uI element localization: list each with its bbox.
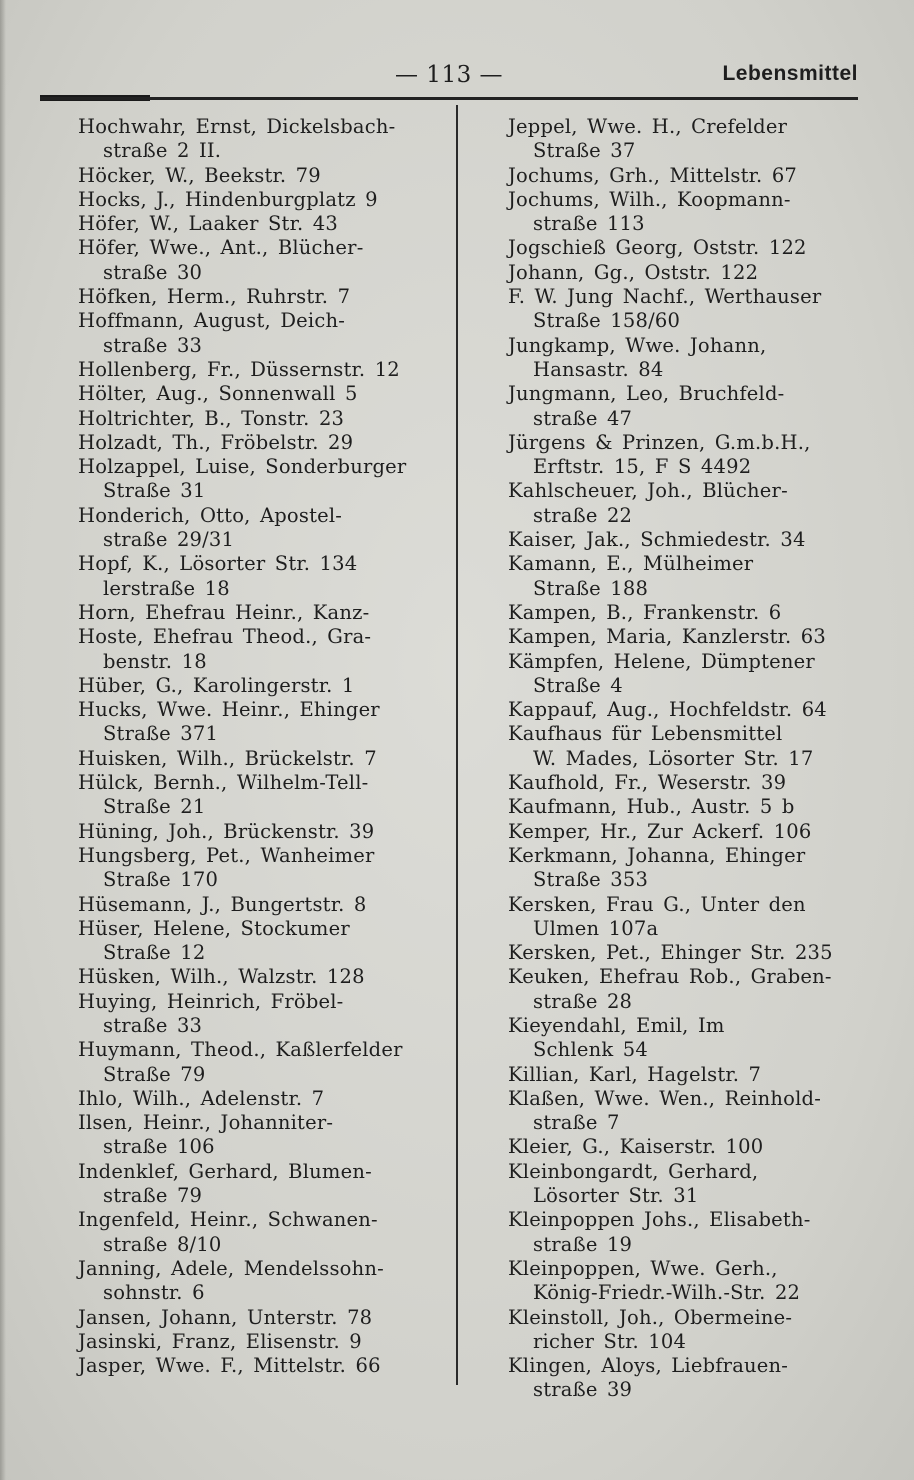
directory-entry [508, 893, 878, 942]
entry-continuation: straße 2 II. [103, 139, 222, 163]
directory-entry [508, 795, 878, 819]
column-divider [456, 105, 458, 1385]
entry-line: Hoffmann, August, Deich- [78, 309, 346, 333]
entry-line: Hochwahr, Ernst, Dickelsbach- [78, 115, 396, 138]
entry-continuation: Straße 79 [103, 1062, 206, 1086]
directory-entry [508, 650, 878, 699]
entry-line: Jochums, Grh., Mittelstr. 67 [508, 163, 798, 187]
entry-line: Kämpfen, Helene, Dümptener [508, 649, 815, 673]
directory-entry [78, 455, 448, 504]
directory-entry [508, 1257, 878, 1306]
directory-entry [508, 285, 878, 334]
entry-line: Hüser, Helene, Stockumer [78, 916, 350, 940]
entry-continuation: straße 22 [533, 503, 633, 527]
directory-entry [508, 941, 878, 965]
directory-entry [78, 115, 448, 164]
entry-line: Keuken, Ehefrau Rob., Graben- [508, 965, 832, 989]
directory-entry [78, 820, 448, 844]
directory-entry [78, 1257, 448, 1306]
directory-entry [508, 1354, 878, 1403]
entry-line: Horn, Ehefrau Heinr., Kanz- [78, 600, 370, 624]
entry-continuation: Straße 4 [533, 673, 623, 697]
entry-line: Hopf, K., Lösorter Str. 134 [78, 552, 358, 576]
entry-line: Hölter, Aug., Sonnenwall 5 [78, 382, 358, 406]
entry-line: Kappauf, Aug., Hochfeldstr. 64 [508, 698, 827, 722]
directory-entry [78, 1087, 448, 1111]
directory-entry [78, 893, 448, 917]
entry-continuation: sohnstr. 6 [103, 1281, 205, 1305]
entry-line: Honderich, Otto, Apostel- [78, 503, 343, 527]
entry-continuation: Ulmen 107a [533, 916, 659, 940]
directory-entry [508, 771, 878, 795]
entry-continuation: richer Str. 104 [533, 1329, 687, 1353]
directory-entry [78, 285, 448, 309]
entry-continuation: straße 7 [533, 1111, 620, 1135]
entry-continuation: straße 47 [533, 406, 633, 430]
directory-entry [508, 431, 878, 480]
page-number: — 113 — [395, 62, 504, 88]
entry-line: Hungsberg, Pet., Wanheimer [78, 843, 375, 867]
entry-continuation: benstr. 18 [103, 649, 207, 673]
entry-continuation: straße 79 [103, 1184, 203, 1208]
directory-entry [78, 1038, 448, 1087]
directory-entry [508, 698, 878, 722]
entry-continuation: straße 8/10 [103, 1232, 222, 1256]
entry-line: Kersken, Pet., Ehinger Str. 235 [508, 941, 833, 965]
entry-line: Indenklef, Gerhard, Blumen- [78, 1159, 372, 1183]
entry-continuation: straße 39 [533, 1378, 633, 1402]
entry-continuation: Straße 170 [103, 868, 219, 892]
entry-line: Kaiser, Jak., Schmiedestr. 34 [508, 528, 806, 552]
entry-line: Holzappel, Luise, Sonderburger [78, 455, 407, 479]
entry-line: Jogschieß Georg, Oststr. 122 [508, 236, 807, 260]
entry-line: Kleinbongardt, Gerhard, [508, 1159, 759, 1183]
entry-line: Jansen, Johann, Unterstr. 78 [78, 1305, 373, 1329]
entry-line: Jungmann, Leo, Bruchfeld- [508, 382, 785, 406]
directory-entry [78, 407, 448, 431]
entry-line: Jochums, Wilh., Koopmann- [508, 187, 791, 211]
entry-continuation: lerstraße 18 [103, 576, 230, 600]
entry-continuation: Straße 37 [533, 139, 636, 163]
entry-continuation: Straße 371 [103, 722, 219, 746]
directory-entry [78, 358, 448, 382]
entry-line: Killian, Karl, Hagelstr. 7 [508, 1062, 762, 1086]
entry-line: Hucks, Wwe. Heinr., Ehinger [78, 698, 380, 722]
entry-line: Hüber, G., Karolingerstr. 1 [78, 673, 355, 697]
directory-entry [508, 1063, 878, 1087]
entry-line: Hoste, Ehefrau Theod., Gra- [78, 625, 372, 649]
entry-continuation: Hansastr. 84 [533, 357, 664, 381]
directory-entry [78, 771, 448, 820]
entry-line: Hülck, Bernh., Wilhelm-Tell- [78, 771, 369, 795]
directory-entry [508, 382, 878, 431]
directory-entry [78, 698, 448, 747]
entry-line: Höfer, Wwe., Ant., Blücher- [78, 236, 364, 260]
entry-line: Hüsemann, J., Bungertstr. 8 [78, 892, 367, 916]
entry-line: Höcker, W., Beekstr. 79 [78, 163, 321, 187]
entry-continuation: straße 113 [533, 212, 645, 236]
entry-line: Johann, Gg., Oststr. 122 [508, 260, 759, 284]
entry-continuation: W. Mades, Lösorter Str. 17 [533, 746, 814, 770]
entry-line: Kaufmann, Hub., Austr. 5 b [508, 795, 795, 819]
entry-continuation: König-Friedr.-Wilh.-Str. 22 [533, 1281, 801, 1305]
entry-line: Jasper, Wwe. F., Mittelstr. 66 [78, 1354, 381, 1378]
directory-entry [78, 164, 448, 188]
entry-continuation: Erftstr. 15, F S 4492 [533, 455, 752, 479]
entry-line: Jasinski, Franz, Elisenstr. 9 [78, 1329, 362, 1353]
entry-line: Klingen, Aloys, Liebfrauen- [508, 1354, 789, 1378]
directory-entry [508, 1135, 878, 1159]
entry-line: F. W. Jung Nachf., Werthauser [508, 285, 822, 309]
entry-continuation: Straße 158/60 [533, 309, 681, 333]
entry-continuation: Straße 12 [103, 941, 206, 965]
entry-line: Kleinpoppen Johs., Elisabeth- [508, 1208, 811, 1232]
directory-entry [508, 528, 878, 552]
entry-line: Ingenfeld, Heinr., Schwanen- [78, 1208, 378, 1232]
entry-continuation: straße 33 [103, 333, 203, 357]
entry-line: Huymann, Theod., Kaßlerfelder [78, 1038, 403, 1062]
entry-line: Höfken, Herm., Ruhrstr. 7 [78, 285, 351, 309]
entry-line: Hüning, Joh., Brückenstr. 39 [78, 819, 375, 843]
entry-continuation: straße 33 [103, 1013, 203, 1037]
entry-continuation: Straße 353 [533, 868, 649, 892]
directory-entry [508, 625, 878, 649]
directory-entry [78, 917, 448, 966]
directory-entry [78, 674, 448, 698]
entry-line: Huisken, Wilh., Brückelstr. 7 [78, 746, 377, 770]
directory-entry [508, 236, 878, 260]
entry-continuation: Straße 21 [103, 795, 206, 819]
directory-entry [78, 188, 448, 212]
entry-line: Huying, Heinrich, Fröbel- [78, 989, 344, 1013]
entry-line: Holzadt, Th., Fröbelstr. 29 [78, 430, 354, 454]
page-edge-shadow [0, 0, 6, 1480]
directory-entry [78, 1354, 448, 1378]
directory-entry [508, 552, 878, 601]
directory-entry [78, 1330, 448, 1354]
directory-entry [508, 1208, 878, 1257]
entry-line: Ilsen, Heinr., Johanniter- [78, 1111, 334, 1135]
directory-entry [78, 431, 448, 455]
entry-line: Hollenberg, Fr., Düssernstr. 12 [78, 357, 400, 381]
directory-entry [508, 115, 878, 164]
entry-line: Kleinpoppen, Wwe. Gerh., [508, 1256, 778, 1280]
directory-entry [508, 1087, 878, 1136]
entry-continuation: Lösorter Str. 31 [533, 1184, 699, 1208]
entry-line: Holtrichter, B., Tonstr. 23 [78, 406, 345, 430]
directory-entry [508, 1306, 878, 1355]
directory-entry [78, 1111, 448, 1160]
directory-entry [508, 334, 878, 383]
entry-continuation: Straße 31 [103, 479, 206, 503]
entry-continuation: Schlenk 54 [533, 1038, 649, 1062]
right-column [508, 115, 878, 1403]
entry-line: Hüsken, Wilh., Walzstr. 128 [78, 965, 365, 989]
directory-entry [508, 479, 878, 528]
directory-entry [78, 1160, 448, 1209]
entry-line: Kersken, Frau G., Unter den [508, 892, 806, 916]
directory-entry [508, 1160, 878, 1209]
directory-entry [78, 236, 448, 285]
directory-entry [78, 990, 448, 1039]
directory-entry [78, 601, 448, 625]
entry-line: Kerkmann, Johanna, Ehinger [508, 843, 806, 867]
entry-line: Jürgens & Prinzen, G.m.b.H., [508, 430, 811, 454]
entry-continuation: straße 28 [533, 989, 633, 1013]
entry-line: Janning, Adele, Mendelssohn- [78, 1256, 384, 1280]
entry-line: Kleier, G., Kaiserstr. 100 [508, 1135, 764, 1159]
entry-line: Klaßen, Wwe. Wen., Reinhold- [508, 1086, 821, 1110]
entry-line: Kamann, E., Mülheimer [508, 552, 754, 576]
directory-entry [78, 965, 448, 989]
entry-line: Kieyendahl, Emil, Im [508, 1013, 725, 1037]
directory-entry [508, 820, 878, 844]
entry-line: Kahlscheuer, Joh., Blücher- [508, 479, 788, 503]
entry-continuation: straße 19 [533, 1232, 633, 1256]
directory-entry [78, 1208, 448, 1257]
entry-line: Kampen, B., Frankenstr. 6 [508, 600, 782, 624]
directory-entry [508, 1014, 878, 1063]
entry-line: Jeppel, Wwe. H., Crefelder [508, 115, 788, 138]
entry-line: Hocks, J., Hindenburgplatz 9 [78, 187, 378, 211]
header-rule [40, 97, 858, 100]
directory-entry [508, 722, 878, 771]
entry-continuation: straße 30 [103, 260, 203, 284]
directory-entry [78, 212, 448, 236]
entry-line: Kemper, Hr., Zur Ackerf. 106 [508, 819, 812, 843]
directory-entry [78, 309, 448, 358]
directory-entry [78, 1306, 448, 1330]
entry-continuation: Straße 188 [533, 576, 649, 600]
entry-line: Kaufhold, Fr., Weserstr. 39 [508, 771, 787, 795]
directory-entry [78, 747, 448, 771]
directory-entry [78, 552, 448, 601]
left-column [78, 115, 448, 1378]
entry-continuation: straße 29/31 [103, 528, 235, 552]
directory-entry [508, 188, 878, 237]
entry-line: Höfer, W., Laaker Str. 43 [78, 212, 338, 236]
directory-entry [78, 382, 448, 406]
entry-continuation: straße 106 [103, 1135, 215, 1159]
directory-entry [508, 261, 878, 285]
entry-line: Kampen, Maria, Kanzlerstr. 63 [508, 625, 826, 649]
directory-entry [508, 965, 878, 1014]
entry-line: Kleinstoll, Joh., Obermeine- [508, 1305, 793, 1329]
directory-entry [508, 164, 878, 188]
directory-entry [508, 601, 878, 625]
entry-line: Jungkamp, Wwe. Johann, [508, 333, 767, 357]
directory-entry [508, 844, 878, 893]
entry-line: Kaufhaus für Lebensmittel [508, 722, 783, 746]
directory-entry [78, 625, 448, 674]
directory-entry [78, 844, 448, 893]
section-title: Lebensmittel [722, 62, 858, 85]
entry-line: Ihlo, Wilh., Adelenstr. 7 [78, 1086, 325, 1110]
directory-entry [78, 504, 448, 553]
